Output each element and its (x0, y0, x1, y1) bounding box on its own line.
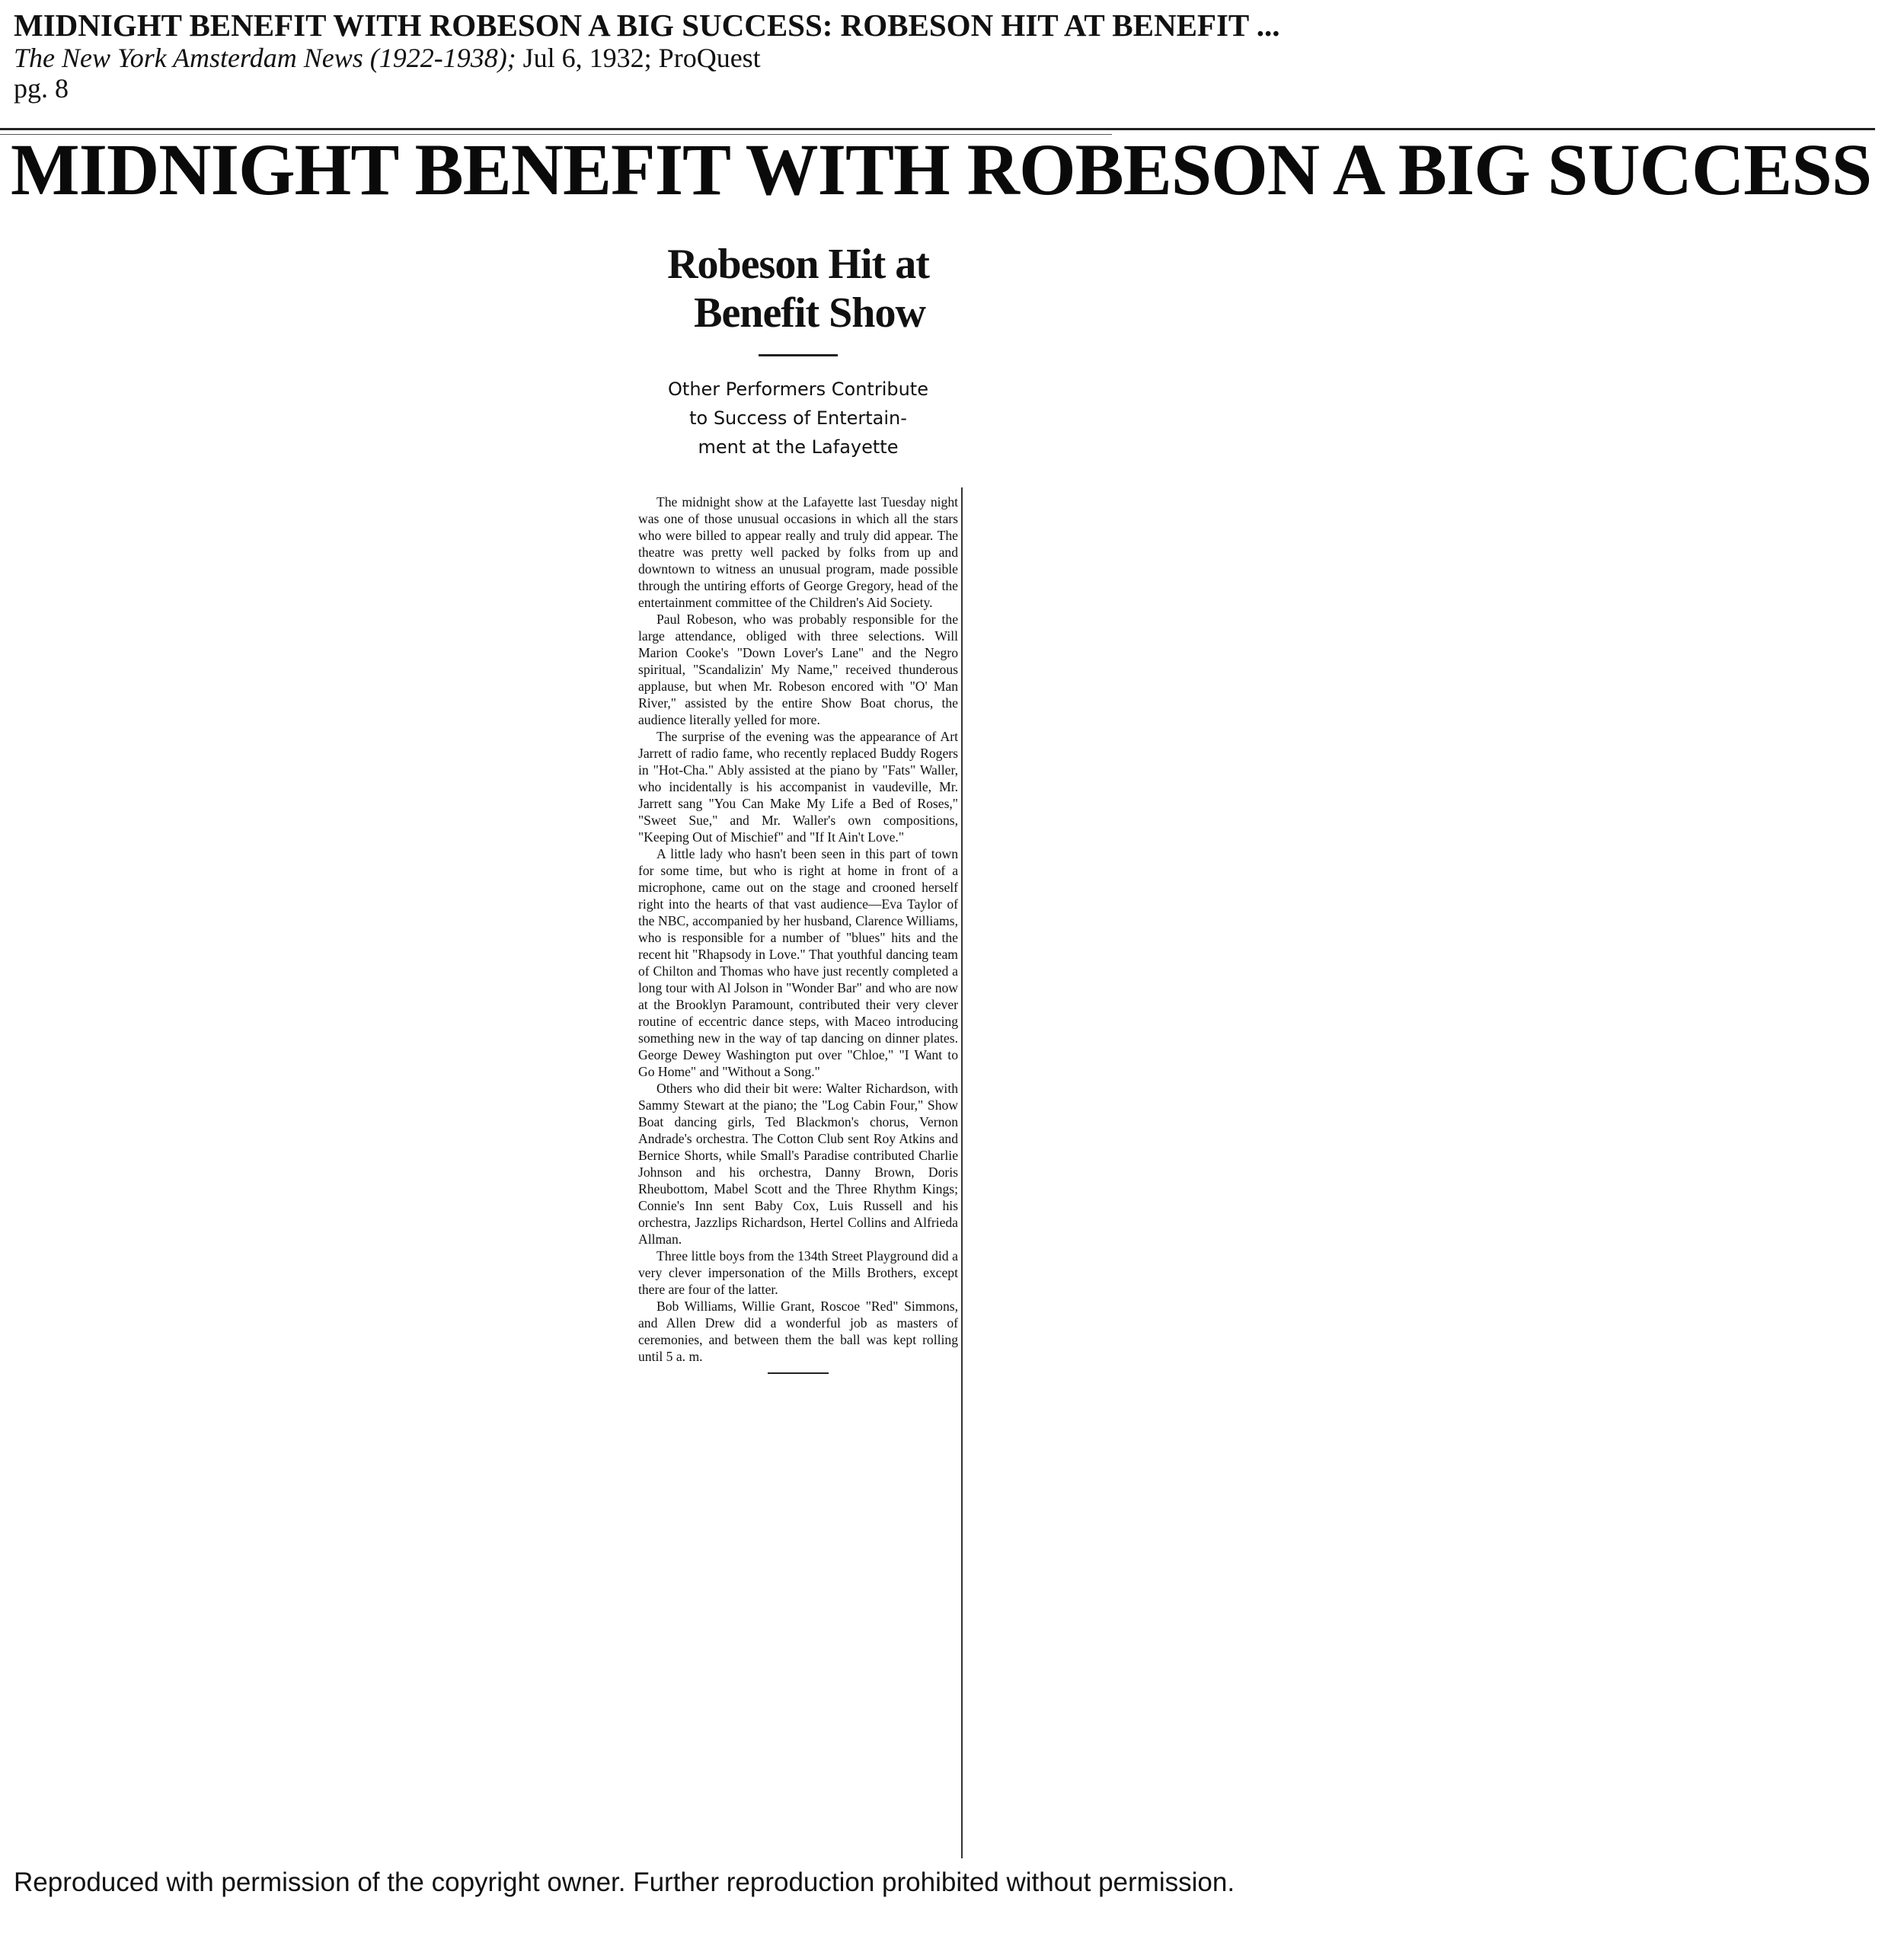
citation-publication: The New York Amsterdam News (1922-1938); (14, 43, 516, 73)
column-rule (961, 487, 963, 1858)
body-paragraph-3: The surprise of the evening was the appearance of Art Jarrett of radio fame, who recently replaced Buddy Rogers in "Hot-Cha." Ably assisted at the piano by "Fats" Waller, who incidentally is his accompanist in vaudeville, Mr. Jarrett sang "You Can Make My Life a Bed of Roses," "Sweet Sue," and Mr. Waller's own compositions, "Keeping Out of Mischief" and "If It Ain't Love." (638, 729, 958, 845)
article-body (638, 494, 958, 1365)
body-paragraph-7: Bob Williams, Willie Grant, Roscoe "Red" Simmons, and Allen Drew did a wonderful job as masters of ceremonies, and between them the ball was kept rolling until 5 a. m. (638, 1299, 958, 1364)
banner-headline: MIDNIGHT BENEFIT WITH ROBESON A BIG SUCCESS (11, 129, 1872, 210)
citation-date-source: Jul 6, 1932; ProQuest (516, 43, 761, 73)
article-headline (638, 240, 958, 337)
body-paragraph-4: A little lady who hasn't been seen in this part of town for some time, but who is right at home in front of a microphone, came out on the stage and crooned herself right into the hearts of that vast audience—Eva Taylor of the NBC, accompanied by her husband, Clarence Williams, who is responsible for a number of "blues" hits and the recent hit "Rhapsody in Love." That youthful dancing team of Chilton and Thomas who have just recently completed a long tour with Al Jolson in "Wonder Bar" and who are now at the Brooklyn Paramount, contributed their very clever routine of eccentric dance steps, with Maceo introducing something new in the way of tap dancing on dinner plates. George Dewey Washington put over "Chloe," "I Want to Go Home" and "Without a Song." (638, 846, 958, 1079)
copyright-footer: Reproduced with permission of the copyright owner. Further reproduction prohibited without permission. (14, 1867, 1235, 1897)
citation-page: pg. 8 (14, 73, 69, 104)
citation-title: MIDNIGHT BENEFIT WITH ROBESON A BIG SUCCESS: ROBESON HIT AT BENEFIT ... (14, 8, 1280, 43)
article-column (638, 240, 958, 1374)
deck-line-2: to Success of Entertain- (689, 407, 907, 429)
deck-line-1: Other Performers Contribute (668, 379, 928, 400)
body-paragraph-2: Paul Robeson, who was probably responsible for the large attendance, obliged with three selections. Will Marion Cooke's "Down Lover's Lane" and the Negro spiritual, "Scandalizin' My Name," received thunderous applause, but when Mr. Robeson encored with "O' Man River," assisted by the entire Show Boat chorus, the audience literally yelled for more. (638, 612, 958, 727)
citation-source (14, 43, 1887, 73)
headline-line-2: Benefit Show (694, 289, 925, 337)
article-end-rule (768, 1372, 829, 1374)
body-paragraph-5: Others who did their bit were: Walter Richardson, with Sammy Stewart at the piano; the "Log Cabin Four," Show Boat dancing girls, Ted Blackmon's chorus, Vernon Andrade's orchestra. The Cotton Club sent Roy Atkins and Bernice Shorts, while Small's Paradise contributed Charlie Johnson and his orchestra, Danny Brown, Doris Rheubottom, Mabel Scott and the Three Rhythm Kings; Connie's Inn sent Baby Cox, Luis Russell and his orchestra, Jazzlips Richardson, Hertel Collins and Alfrieda Allman. (638, 1081, 958, 1247)
headline-line-1: Robeson Hit at (667, 241, 929, 288)
article-deck (638, 375, 958, 462)
body-paragraph-6: Three little boys from the 134th Street Playground did a very clever impersonation of the Mills Brothers, except there are four of the latter. (638, 1248, 958, 1297)
deck-line-3: ment at the Lafayette (698, 436, 899, 458)
headline-divider (759, 354, 838, 356)
body-paragraph-1: The midnight show at the Lafayette last Tuesday night was one of those unusual occasions in which all the stars who were billed to appear really and truly did appear. The theatre was pretty well packed by folks from up and downtown to witness an unusual program, made possible through the untiring efforts of George Gregory, head of the entertainment committee of the Children's Aid Society. (638, 494, 958, 610)
citation-header (14, 8, 1887, 104)
